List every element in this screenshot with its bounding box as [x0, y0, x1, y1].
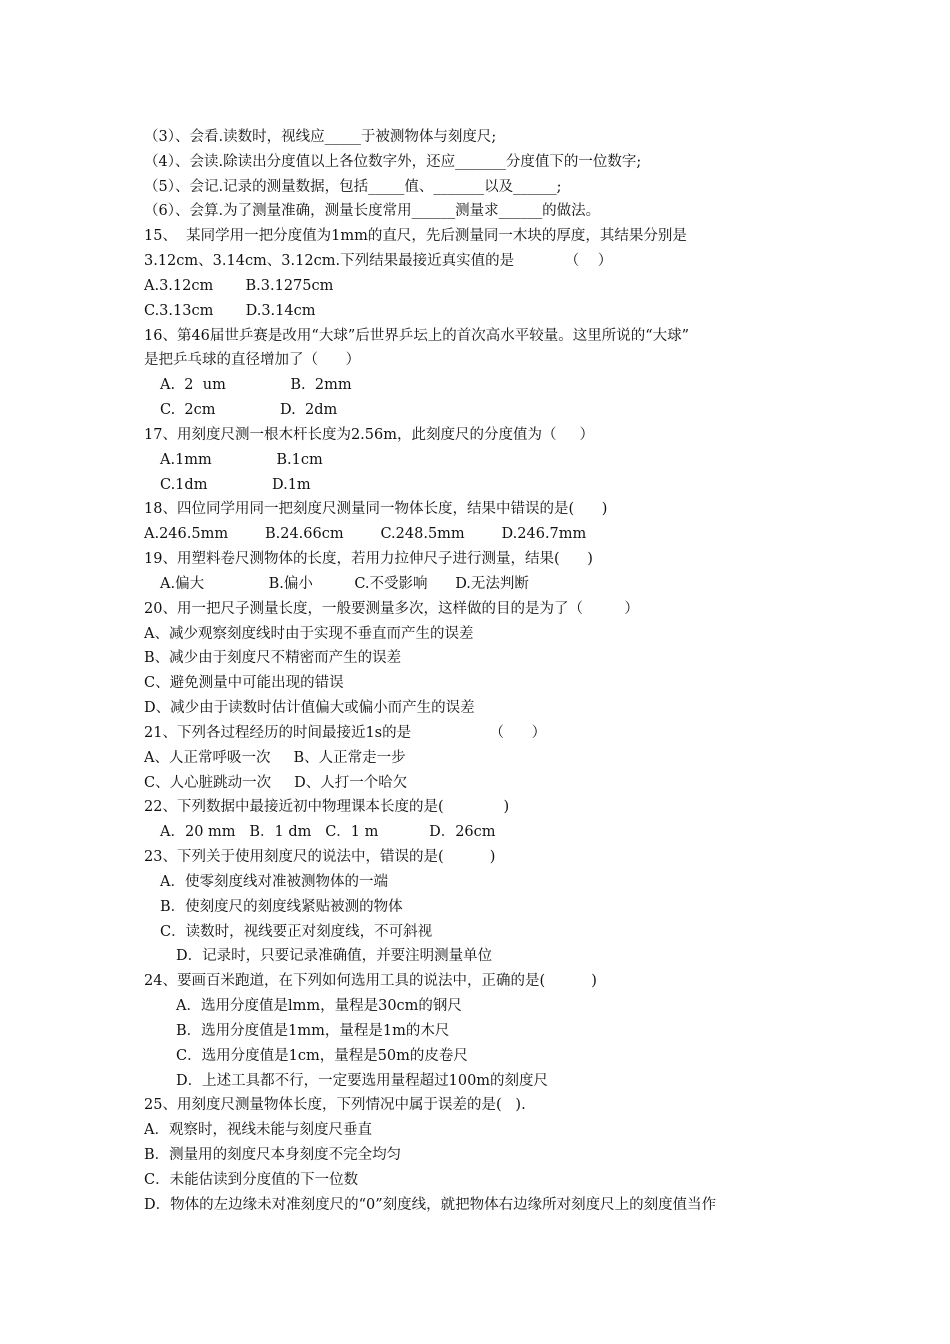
option-line: D、减少由于读数时估计值偏大或偏小而产生的误差 [144, 700, 475, 716]
option-line: D．记录时，只要记录准确值，并要注明测量单位 [176, 948, 493, 964]
option-line: C.3.13cm D.3.14cm [144, 303, 316, 319]
question-17: 17、用刻度尺测一根木杆长度为2.56m，此刻度尺的分度值为（ ） [144, 427, 595, 443]
option-line: A. 2 um B. 2mm [160, 377, 352, 393]
option-line: D．上述工具都不行，一定要选用量程超过100m的刻度尺 [176, 1073, 549, 1089]
text-line: （4）、会读.除读出分度值以上各位数字外，还应_______分度值下的一位数字; [144, 154, 642, 170]
option-line: A．20 mm B．1 dm C．1 m D．26cm [160, 824, 496, 840]
option-line: C．选用分度值是1cm，量程是50m的皮卷尺 [176, 1048, 468, 1064]
option-line: A．使零刻度线对准被测物体的一端 [160, 874, 388, 890]
option-line: D．物体的左边缘未对准刻度尺的“0”刻度线，就把物体右边缘所对刻度尺上的刻度值当作 [144, 1197, 717, 1213]
question-25: 25、用刻度尺测量物体长度，下列情况中属于误差的是( ). [144, 1097, 526, 1113]
option-line: B、减少由于刻度尺不精密而产生的误差 [144, 650, 402, 666]
question-18: 18、四位同学用同一把刻度尺测量同一物体长度，结果中错误的是( ) [144, 501, 608, 517]
question-21: 21、下列各过程经历的时间最接近1s的是 （ ） [144, 725, 547, 741]
text-line: 是把乒乓球的直径增加了（ ） [144, 352, 361, 368]
question-24: 24、要画百米跑道，在下列如何选用工具的说法中，正确的是( ) [144, 973, 597, 989]
text-line: （5）、会记.记录的测量数据，包括_____值、_______以及______; [144, 179, 562, 195]
question-19: 19、用塑料卷尺测物体的长度，若用力拉伸尺子进行测量，结果( ) [144, 551, 593, 567]
option-line: B．选用分度值是1mm，量程是1m的木尺 [176, 1023, 450, 1039]
question-20: 20、用一把尺子测量长度，一般要测量多次，这样做的目的是为了（ ） [144, 601, 639, 617]
text-line: （6）、会算.为了测量准确，测量长度常用______测量求______的做法。 [144, 203, 601, 219]
question-23: 23、下列关于使用刻度尺的说法中，错误的是( ) [144, 849, 496, 865]
option-line: A．选用分度值是lmm，量程是30cm的钢尺 [176, 998, 462, 1014]
question-15: 15、 某同学用一把分度值为1mm的直尺，先后测量同一木块的厚度，其结果分别是 [144, 228, 687, 244]
option-line: A.偏大 B.偏小 C.不受影响 D.无法判断 [160, 576, 529, 592]
option-line: A、减少观察刻度线时由于实现不垂直而产生的误差 [144, 626, 474, 642]
option-line: A、人正常呼吸一次 B、人正常走一步 [144, 750, 406, 766]
option-line: C、人心脏跳动一次 D、人打一个哈欠 [144, 775, 408, 791]
option-line: A.3.12cm B.3.1275cm [144, 278, 334, 294]
option-line: B．使刻度尺的刻度线紧贴被测的物体 [160, 899, 403, 915]
question-22: 22、下列数据中最接近初中物理课本长度的是( ) [144, 799, 510, 815]
text-line: （3）、会看.读数时，视线应_____于被测物体与刻度尺; [144, 129, 497, 145]
option-line: C、避免测量中可能出现的错误 [144, 675, 344, 691]
option-line: C．未能估读到分度值的下一位数 [144, 1172, 359, 1188]
option-line: C.1dm D.1m [160, 477, 311, 493]
option-line: A.1mm B.1cm [160, 452, 323, 468]
option-line: B．测量用的刻度尺本身刻度不完全均匀 [144, 1147, 402, 1163]
question-16: 16、第46届世乒赛是改用“大球”后世界乒坛上的首次高水平较量。这里所说的“大球” [144, 328, 690, 344]
option-line: C. 2cm D. 2dm [160, 402, 338, 418]
text-line: 3.12cm、3.14cm、3.12cm.下列结果最接近真实值的是 （ ） [144, 253, 613, 269]
option-line: C．读数时，视线要正对刻度线，不可斜视 [160, 924, 433, 940]
option-line: A．观察时，视线未能与刻度尺垂直 [144, 1122, 372, 1138]
option-line: A.246.5mm B.24.66cm C.248.5mm D.246.7mm [144, 526, 587, 542]
